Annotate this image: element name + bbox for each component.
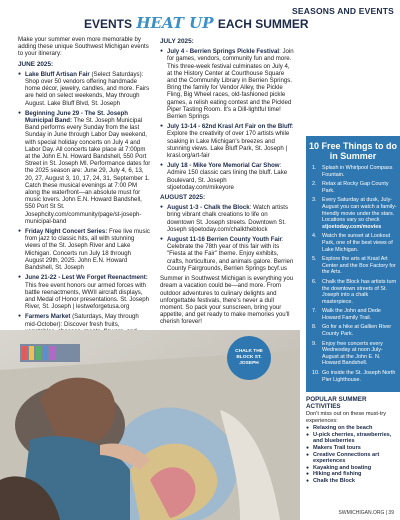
item-text: Go inside the St. Joseph North Pier Lighthouse. xyxy=(322,370,396,383)
event-name: June 21-22 - Lest We Forget Reenactment: xyxy=(25,274,148,282)
list-item xyxy=(18,274,151,310)
event-name: August 11-16 Berrien County Youth Fair xyxy=(167,236,282,244)
item-text: Splash in Whirlpool Compass Fountain. xyxy=(322,165,393,178)
list-item xyxy=(312,324,397,337)
item-number: 7. xyxy=(312,308,317,315)
event-text: The St. Joseph Municipal Band performs every Sunday from the last Sunday in June through Labor Day weekend, with special holiday concerts on July 4 and Labor Day. All concerts take place at 7:00pm at the John E.N. Howard Bandshell, 550 Port Street in St. Joseph MI. Performance dates for the 2025 season are: June 29, July 4, 6, 13, 20, 27, August 3, 10, 17, 24, 31, September 1. Catch these musical evenings at 7:00 PM along the waterfront—an absolute must for music lovers. John E.N. Howard Bandshell, 550 Port St St. Josephcity.com/community/page/st-joseph-municipal-band xyxy=(25,117,151,225)
page-headline xyxy=(84,14,309,32)
list-item: ● Hiking and fishing xyxy=(306,471,400,478)
list-item: ● Makers Trail tours xyxy=(306,445,400,452)
top10-sidebar xyxy=(306,136,400,392)
item-text: Explore the arts at Krasl Art Center and the Box Factory for the Arts. xyxy=(322,256,396,276)
item-number: 1. xyxy=(312,165,317,171)
headline-right: EACH SUMMER xyxy=(217,17,309,31)
top10-list xyxy=(306,165,400,383)
headline-script: HEAT UP xyxy=(136,14,214,32)
item-number: 2. xyxy=(312,181,317,188)
list-item xyxy=(312,308,397,321)
list-item: ● Kayaking and boating xyxy=(306,465,400,472)
event-text: Free live music from jazz to classic hits, all with stunning views of the St. Joseph River and Lake Michigan. Concerts run July 18 through August 29th, 2025. John E.N. Howard Bandshell, St. Joseph xyxy=(25,228,150,272)
item-text xyxy=(322,197,397,230)
item-text: Go for a hike at Gallien River County Park. xyxy=(322,324,392,338)
event-text: : Explore the creativity of over 170 artists while soaking in Lake Michigan's breezes and stunning views. Lake Bluff Park, St. Joseph | krasl.org/art-fair xyxy=(167,123,294,160)
list-item xyxy=(160,162,295,191)
list-item xyxy=(160,123,295,159)
july-heading: JULY 2025: xyxy=(160,38,194,45)
top10-title: 10 Free Things to do in Summer xyxy=(308,141,397,161)
june-heading: JUNE 2025: xyxy=(18,60,54,68)
middle-column xyxy=(160,36,295,329)
event-name: July 18 - Mike Yore Memorial Car Show xyxy=(167,162,280,170)
popular-activities xyxy=(306,396,400,485)
event-text: (Saturdays, May through mid-October): Discover fresh fruits, xyxy=(25,313,139,328)
chalk-the-block-badge: CHALK THE BLOCK ST. JOSEPH xyxy=(227,336,271,380)
list-item xyxy=(160,236,295,272)
item-number: 6. xyxy=(312,278,317,285)
item-text: Walk the John and Dede Howard Family Trail. xyxy=(322,308,381,321)
list-item xyxy=(312,181,397,194)
list-item xyxy=(312,279,397,305)
event-text: : Watch artists bring vibrant chalk creations to life on downtown St. Joseph streets. Downtown St. Joseph stjoetoday.com/chalktheblock xyxy=(167,204,288,233)
list-item: ● U-pick cherries, strawberries, and blueberries xyxy=(306,432,400,445)
event-name: Beginning June 29 - The St. Joseph Municipal Band: xyxy=(25,109,128,125)
item-number: 4. xyxy=(312,233,317,240)
event-name: July 13-14 - 62nd Krasl Art Fair on the Bluff xyxy=(167,123,292,131)
item-text: Chalk the Block has artists turn the downtown streets of St. Joseph into a chalk masterpiece. xyxy=(322,278,397,305)
item-number: 8. xyxy=(312,324,317,331)
list-item xyxy=(312,165,397,178)
left-column xyxy=(18,36,151,345)
popular-title: POPULAR SUMMER ACTIVITIES xyxy=(306,396,367,410)
list-item xyxy=(312,370,397,383)
event-text: : Admire 150 classic cars lining the bluff. Lake Boulevard, St. Joseph stjoetoday.com/mikeyore xyxy=(167,162,288,191)
event-text: : Celebrate the 78th year of this fair with its "Fiesta at the Fair" theme. Enjoy exhibits, crafts, horticulture, and animals galore. Berrien County Fairgrounds, Berrien Springs bcyf.us xyxy=(167,236,294,272)
item-number: 10. xyxy=(312,370,320,377)
list-item xyxy=(312,256,397,276)
event-name: Farmers Market xyxy=(25,313,71,321)
intro-text: Make your summer even more memorable by adding these unique Southwest Michigan events to your itinerary: xyxy=(18,36,149,58)
section-tag: SEASONS AND EVENTS xyxy=(292,6,394,16)
event-name: Friday Night Concert Series: xyxy=(25,228,108,236)
movies-link[interactable]: stjoetoday.com/movies xyxy=(322,223,382,230)
event-text: : Join for games, vendors, community fun and more. This three-week festival culminates on July 4, at the History Center at Courthouse Square and the Community Library in Berrien Springs. Bring the family for Vendor Alley, the Pickle Fling, Big Wheel races, old-fashioned pickle games, a relish eating contest and the Pickled Piper Tasting Room. It's a Dill-lightful time! Berrien Springs xyxy=(167,48,294,121)
event-text: (Select Saturdays): Shop over 50 vendors offering handmade home décor, jewelry, candles, and more. Fairs are held on select weekends, May through August. Lake Bluff Blvd, St. Joseph xyxy=(25,70,150,107)
item-number: 5. xyxy=(312,256,317,263)
list-item xyxy=(18,110,151,225)
headline-left: EVENTS xyxy=(84,17,133,31)
august-heading: AUGUST 2025: xyxy=(160,194,206,202)
list-item: ● Relaxing on the beach xyxy=(306,425,400,432)
event-name: August 1-3 - Chalk the Block xyxy=(167,204,250,212)
event-text: This free event honors our armed forces with battle reenactments, WWII aircraft displays, and Medal of Honor presentations. St. Joseph River, St. Joseph | lestweforgetusa.org xyxy=(25,281,149,311)
popular-intro: Don't miss out on these must-try experiences: xyxy=(306,411,387,424)
list-item xyxy=(160,204,295,233)
list-item xyxy=(312,197,397,230)
item-number: 9. xyxy=(312,340,317,347)
event-name: July 4 - Berrien Springs Pickle Festival xyxy=(167,48,280,56)
list-item: ● Chalk the Block xyxy=(306,478,400,485)
list-item xyxy=(18,228,151,271)
item-text: Watch the sunset at Lookout Park, one of the best views of Lake Michigan. xyxy=(322,233,393,253)
event-name: Lake Bluff Artisan Fair xyxy=(25,70,90,78)
closing-text: Summer in Southwest Michigan is everything you dream a vacation could be—and more. From outdoor adventures to culinary delights and unforgettable festivals, there's never a dull moment. So pack your sunscreen, bring your appetite, and get ready to make memories you'll cherish forever! xyxy=(160,275,294,326)
item-text: Enjoy free concerts every Wednesday at noon July-August at the John E. N. Howard Bandshell. xyxy=(322,340,383,367)
page-footer: SWMICHIGAN.ORG | 39 xyxy=(338,510,394,516)
list-item xyxy=(312,233,397,253)
item-number: 3. xyxy=(312,197,317,204)
list-item xyxy=(160,48,295,120)
popular-list xyxy=(306,425,400,484)
item-text-part: Every Saturday at dusk, July-August you can watch a family-friendly movie under the stars. Locations vary so check xyxy=(322,197,397,224)
list-item: ● Creative Connections art experiences xyxy=(306,452,400,465)
list-item xyxy=(312,341,397,367)
item-text: Relax at Rocky Gap County Park. xyxy=(322,181,389,194)
list-item xyxy=(18,71,151,107)
